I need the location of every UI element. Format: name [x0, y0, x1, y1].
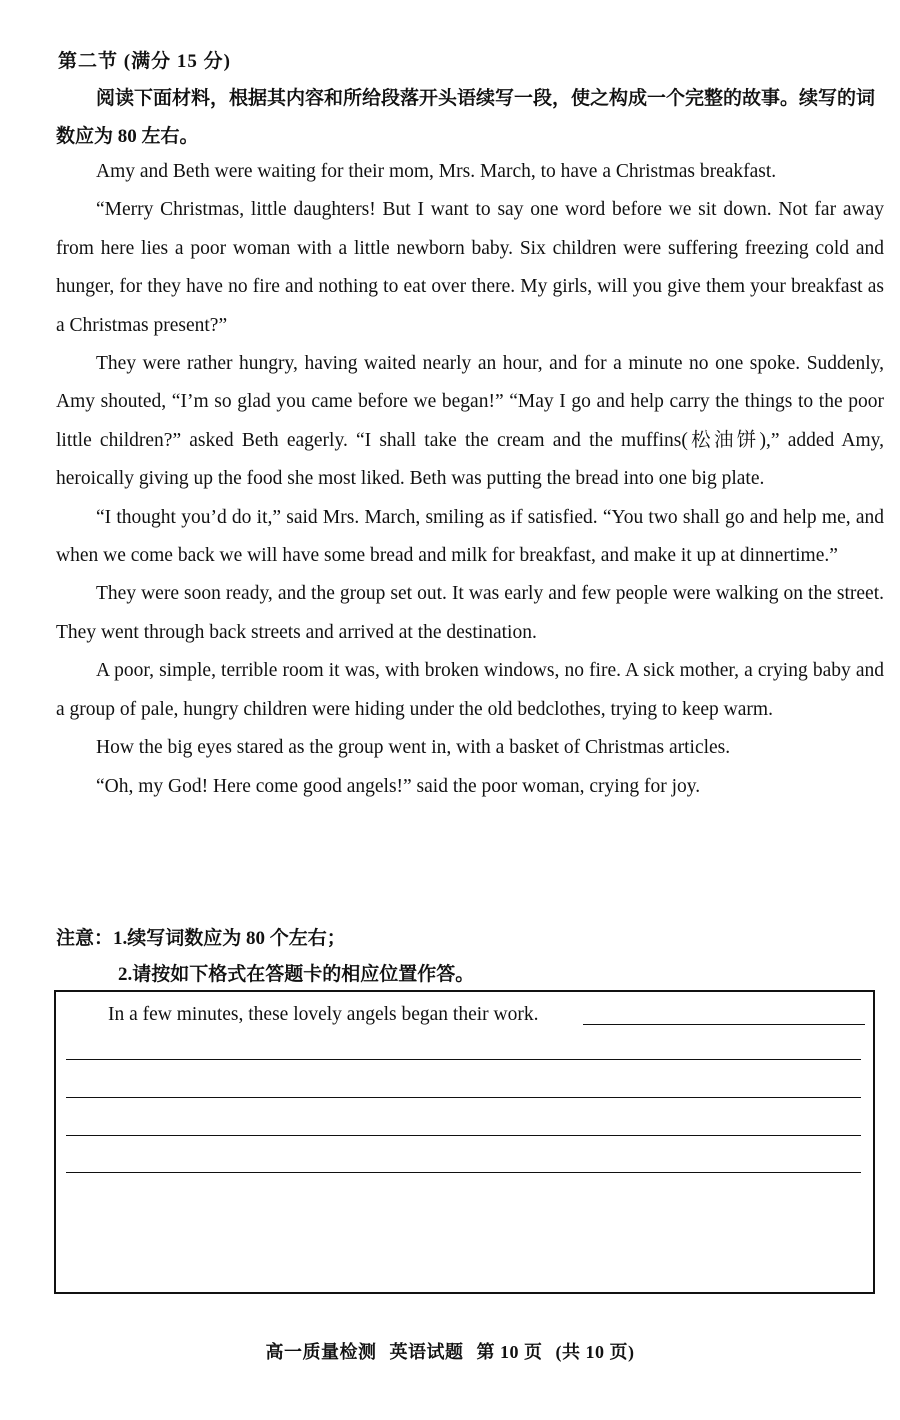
notes	[56, 921, 886, 993]
answer-line[interactable]	[66, 1172, 861, 1173]
answer-line[interactable]	[66, 1135, 861, 1136]
answer-line[interactable]	[66, 1059, 861, 1060]
story-paragraph: A poor, simple, terrible room it was, with broken windows, no fire. A sick mother, a crying baby and a group of pale, hungry children were hiding under the old bedclothes, trying to keep warm.	[56, 660, 884, 720]
answer-start-sentence: In a few minutes, these lovely angels began their work.	[108, 1004, 539, 1025]
story-paragraph: “Oh, my God! Here come good angels!” said the poor woman, crying for joy.	[96, 775, 701, 797]
note-word-count: 注意：1.续写词数应为 80 个左右；	[56, 928, 346, 949]
instructions: 阅读下面材料，根据其内容和所给段落开头语续写一段，使之构成一个完整的故事。续写的词数应为 80 左右。	[56, 88, 876, 147]
story-paragraph: Amy and Beth were waiting for their mom, Mrs. March, to have a Christmas breakfast.	[96, 161, 777, 182]
footer-page-number: 第 10 页	[476, 1342, 543, 1362]
page-footer	[0, 1338, 900, 1364]
story-paragraph: “Merry Christmas, little daughters! But I want to say one word before we sit down. Not far away from here lies a poor woman with a little newborn baby. Six children were suffering freezing cold and hunger, for they have no fire and nothing to eat over there. My girls, will you give them your breakfast as a Christmas present?”	[56, 199, 884, 336]
story-passage	[56, 153, 884, 806]
story-paragraph: How the big eyes stared as the group went in, with a basket of Christmas articles.	[96, 737, 731, 759]
story-paragraph: “I thought you’d do it,” said Mrs. March, smiling as if satisfied. “You two shall go and help me, and when we come back we will have some bread and milk for breakfast, and make it up at dinnertime.”	[56, 506, 884, 567]
answer-line[interactable]	[66, 1097, 861, 1098]
answer-box[interactable]	[54, 990, 875, 1294]
story-paragraph: They were soon ready, and the group set out. It was early and few people were walking on the street. They went through back streets and arrived at the destination.	[56, 583, 884, 643]
story-paragraph: They were rather hungry, having waited nearly an hour, and for a minute no one spoke. Suddenly, Amy shouted, “I’m so glad you came before we began!” “May I go and help carry the things to the poor little children?” asked Beth eagerly. “I shall take the cream and the muffins(松油饼),” added Amy, heroically giving up the food she most liked. Beth was putting the bread into one big plate.	[56, 353, 884, 490]
note-answer-format: 2.请按如下格式在答题卡的相应位置作答。	[118, 964, 475, 985]
footer-total-pages: (共 10 页)	[555, 1342, 635, 1362]
footer-subject: 英语试题	[389, 1342, 464, 1362]
footer-exam-name: 高一质量检测	[265, 1342, 377, 1362]
section-title: 第二节 (满分 15 分)	[58, 51, 231, 72]
answer-blank-line[interactable]	[583, 1024, 865, 1025]
